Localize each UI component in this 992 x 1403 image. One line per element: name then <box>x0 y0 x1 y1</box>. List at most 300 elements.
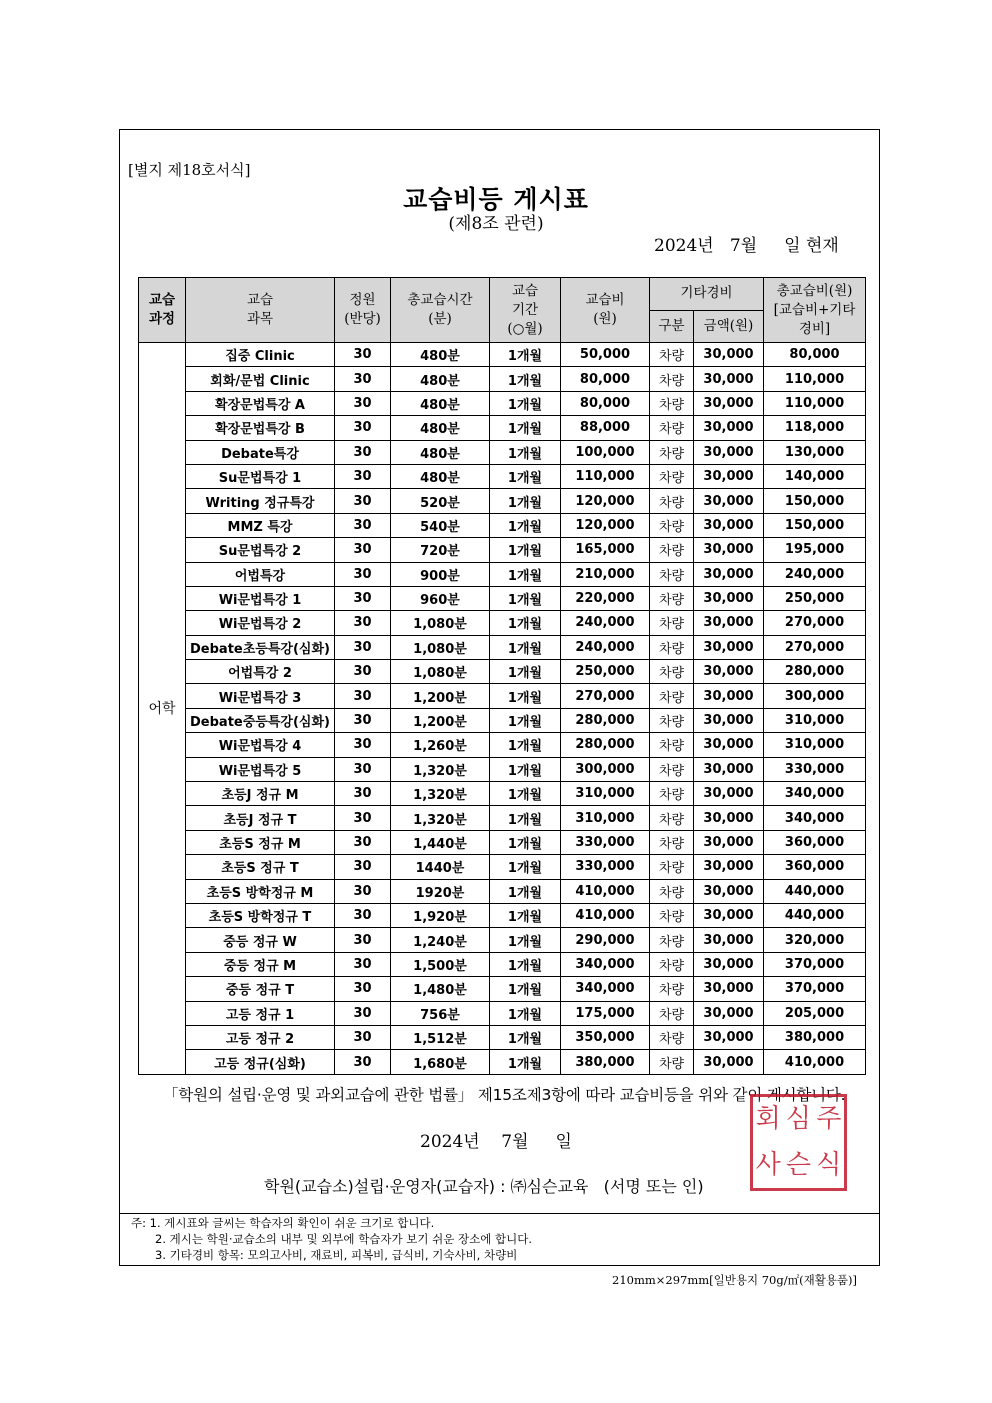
header-total-time: 총교습시간 (분) <box>391 278 490 343</box>
other-amount-cell: 30,000 <box>694 879 764 903</box>
period-cell: 1개월 <box>490 684 561 708</box>
capacity-cell: 30 <box>335 586 391 610</box>
total-fee-cell: 110,000 <box>764 367 866 391</box>
table-row <box>139 660 866 684</box>
table-row <box>139 855 866 879</box>
capacity-cell: 30 <box>335 1050 391 1074</box>
period-cell: 1개월 <box>490 806 561 830</box>
fee-cell: 290,000 <box>561 928 650 952</box>
total-time-cell: 900분 <box>391 562 490 586</box>
header-other-amount: 금액(원) <box>694 310 764 343</box>
subject-cell: 중등 정규 M <box>186 952 335 976</box>
notice-text: 「학원의 설립·운영 및 과외교습에 관한 법률」 제15조제3항에 따라 교습비등을 위와 같이 게시합니다. <box>163 1086 846 1104</box>
fee-cell: 250,000 <box>561 660 650 684</box>
total-fee-cell: 205,000 <box>764 1001 866 1025</box>
total-fee-cell: 130,000 <box>764 440 866 464</box>
table-row <box>139 367 866 391</box>
total-fee-cell: 370,000 <box>764 977 866 1001</box>
total-time-cell: 1,080분 <box>391 635 490 659</box>
total-fee-cell: 80,000 <box>764 343 866 367</box>
total-time-cell: 1,260분 <box>391 733 490 757</box>
total-fee-cell: 150,000 <box>764 489 866 513</box>
capacity-cell: 30 <box>335 538 391 562</box>
subject-cell: 고등 정규 2 <box>186 1025 335 1049</box>
other-amount-cell: 30,000 <box>694 684 764 708</box>
table-row <box>139 733 866 757</box>
fee-cell: 300,000 <box>561 757 650 781</box>
total-time-cell: 1,440분 <box>391 830 490 854</box>
total-time-cell: 1,240분 <box>391 928 490 952</box>
period-cell: 1개월 <box>490 733 561 757</box>
table-row <box>139 1001 866 1025</box>
header-subject: 교습 과목 <box>186 278 335 343</box>
total-time-cell: 756분 <box>391 1001 490 1025</box>
other-type-cell: 차량 <box>650 440 694 464</box>
other-amount-cell: 30,000 <box>694 1025 764 1049</box>
other-type-cell: 차량 <box>650 684 694 708</box>
other-type-cell: 차량 <box>650 806 694 830</box>
subject-cell: 고등 정규 1 <box>186 1001 335 1025</box>
table-row <box>139 952 866 976</box>
fee-cell: 120,000 <box>561 489 650 513</box>
subject-cell: Wi문법특강 2 <box>186 611 335 635</box>
total-fee-cell: 118,000 <box>764 416 866 440</box>
table-row <box>139 684 866 708</box>
table-row <box>139 391 866 415</box>
total-fee-cell: 310,000 <box>764 733 866 757</box>
period-cell: 1개월 <box>490 757 561 781</box>
other-type-cell: 차량 <box>650 464 694 488</box>
header-category: 교습 과정 <box>139 278 186 343</box>
capacity-cell: 30 <box>335 343 391 367</box>
total-fee-cell: 250,000 <box>764 586 866 610</box>
total-time-cell: 720분 <box>391 538 490 562</box>
subject-cell: 어법특강 <box>186 562 335 586</box>
period-cell: 1개월 <box>490 343 561 367</box>
total-time-cell: 1,320분 <box>391 806 490 830</box>
total-fee-cell: 280,000 <box>764 660 866 684</box>
subject-cell: 초등S 정규 M <box>186 830 335 854</box>
table-row <box>139 538 866 562</box>
capacity-cell: 30 <box>335 562 391 586</box>
seal-glyph: 심 <box>785 1104 812 1134</box>
other-type-cell: 차량 <box>650 977 694 1001</box>
table-row <box>139 440 866 464</box>
fee-cell: 175,000 <box>561 1001 650 1025</box>
total-fee-cell: 240,000 <box>764 562 866 586</box>
period-cell: 1개월 <box>490 440 561 464</box>
fee-cell: 340,000 <box>561 952 650 976</box>
other-amount-cell: 30,000 <box>694 660 764 684</box>
total-time-cell: 480분 <box>391 440 490 464</box>
subject-cell: 집중 Clinic <box>186 343 335 367</box>
other-amount-cell: 30,000 <box>694 830 764 854</box>
fee-cell: 280,000 <box>561 733 650 757</box>
subject-cell: 확장문법특강 B <box>186 416 335 440</box>
subject-cell: 초등J 정규 M <box>186 782 335 806</box>
page-title: 교습비등 게시표 <box>403 185 589 214</box>
capacity-cell: 30 <box>335 660 391 684</box>
fee-cell: 80,000 <box>561 367 650 391</box>
capacity-cell: 30 <box>335 513 391 537</box>
subject-cell: Debate초등특강(심화) <box>186 635 335 659</box>
capacity-cell: 30 <box>335 708 391 732</box>
period-cell: 1개월 <box>490 830 561 854</box>
other-amount-cell: 30,000 <box>694 464 764 488</box>
capacity-cell: 30 <box>335 757 391 781</box>
other-amount-cell: 30,000 <box>694 391 764 415</box>
other-type-cell: 차량 <box>650 952 694 976</box>
total-fee-cell: 140,000 <box>764 464 866 488</box>
total-time-cell: 1,512분 <box>391 1025 490 1049</box>
total-fee-cell: 360,000 <box>764 855 866 879</box>
other-type-cell: 차량 <box>650 660 694 684</box>
total-fee-cell: 300,000 <box>764 684 866 708</box>
capacity-cell: 30 <box>335 489 391 513</box>
seal-glyph: 주 <box>816 1104 842 1134</box>
header-other-expenses: 기타경비 <box>650 278 764 311</box>
table-row <box>139 928 866 952</box>
fee-cell: 270,000 <box>561 684 650 708</box>
subject-cell: Debate중등특강(심화) <box>186 708 335 732</box>
fee-cell: 310,000 <box>561 806 650 830</box>
fee-cell: 280,000 <box>561 708 650 732</box>
total-fee-cell: 340,000 <box>764 806 866 830</box>
other-type-cell: 차량 <box>650 489 694 513</box>
operator-signature-line: 학원(교습소)설립·운영자(교습자) : ㈜심슨교육 (서명 또는 인) <box>264 1177 704 1196</box>
fee-cell: 340,000 <box>561 977 650 1001</box>
subject-cell: Wi문법특강 4 <box>186 733 335 757</box>
period-cell: 1개월 <box>490 928 561 952</box>
capacity-cell: 30 <box>335 635 391 659</box>
table-row <box>139 757 866 781</box>
other-type-cell: 차량 <box>650 855 694 879</box>
other-amount-cell: 30,000 <box>694 538 764 562</box>
capacity-cell: 30 <box>335 611 391 635</box>
table-row <box>139 830 866 854</box>
other-type-cell: 차량 <box>650 538 694 562</box>
subject-cell: Wi문법특강 5 <box>186 757 335 781</box>
period-cell: 1개월 <box>490 586 561 610</box>
fee-cell: 380,000 <box>561 1050 650 1074</box>
fee-cell: 88,000 <box>561 416 650 440</box>
subject-cell: 확장문법특강 A <box>186 391 335 415</box>
table-row <box>139 1050 866 1074</box>
table-row <box>139 708 866 732</box>
other-amount-cell: 30,000 <box>694 782 764 806</box>
period-cell: 1개월 <box>490 855 561 879</box>
other-amount-cell: 30,000 <box>694 977 764 1001</box>
total-time-cell: 520분 <box>391 489 490 513</box>
period-cell: 1개월 <box>490 782 561 806</box>
table-row <box>139 586 866 610</box>
table-row <box>139 806 866 830</box>
period-cell: 1개월 <box>490 660 561 684</box>
capacity-cell: 30 <box>335 879 391 903</box>
period-cell: 1개월 <box>490 464 561 488</box>
total-fee-cell: 110,000 <box>764 391 866 415</box>
period-cell: 1개월 <box>490 416 561 440</box>
table-row <box>139 464 866 488</box>
header-period: 교습 기간 (○월) <box>490 278 561 343</box>
period-cell: 1개월 <box>490 903 561 927</box>
table-row <box>139 782 866 806</box>
total-fee-cell: 380,000 <box>764 1025 866 1049</box>
total-fee-cell: 330,000 <box>764 757 866 781</box>
subject-cell: 초등S 방학정규 T <box>186 903 335 927</box>
other-amount-cell: 30,000 <box>694 806 764 830</box>
seal-glyph: 식 <box>816 1149 842 1180</box>
other-amount-cell: 30,000 <box>694 611 764 635</box>
fee-cell: 240,000 <box>561 635 650 659</box>
fee-cell: 240,000 <box>561 611 650 635</box>
total-fee-cell: 270,000 <box>764 611 866 635</box>
other-type-cell: 차량 <box>650 708 694 732</box>
notes-divider <box>119 1213 880 1214</box>
capacity-cell: 30 <box>335 782 391 806</box>
other-amount-cell: 30,000 <box>694 757 764 781</box>
capacity-cell: 30 <box>335 464 391 488</box>
other-type-cell: 차량 <box>650 367 694 391</box>
fee-cell: 330,000 <box>561 855 650 879</box>
table-header-row <box>139 278 866 311</box>
table-row <box>139 489 866 513</box>
other-type-cell: 차량 <box>650 1025 694 1049</box>
category-cell: 어학 <box>139 343 186 1075</box>
capacity-cell: 30 <box>335 855 391 879</box>
seal-glyph: 슨 <box>785 1149 812 1180</box>
subject-cell: Writing 정규특강 <box>186 489 335 513</box>
subject-cell: 초등J 정규 T <box>186 806 335 830</box>
total-time-cell: 1440분 <box>391 855 490 879</box>
subject-cell: Debate특강 <box>186 440 335 464</box>
fee-cell: 410,000 <box>561 903 650 927</box>
table-row <box>139 343 866 367</box>
footnote-1: 주: 1. 게시표와 글씨는 학습자의 확인이 쉬운 크기로 합니다. <box>131 1216 435 1230</box>
official-seal <box>750 1094 847 1191</box>
period-cell: 1개월 <box>490 367 561 391</box>
header-fee: 교습비 (원) <box>561 278 650 343</box>
other-type-cell: 차량 <box>650 635 694 659</box>
other-amount-cell: 30,000 <box>694 952 764 976</box>
period-cell: 1개월 <box>490 635 561 659</box>
other-type-cell: 차량 <box>650 879 694 903</box>
other-type-cell: 차량 <box>650 928 694 952</box>
other-type-cell: 차량 <box>650 903 694 927</box>
period-cell: 1개월 <box>490 879 561 903</box>
other-type-cell: 차량 <box>650 757 694 781</box>
capacity-cell: 30 <box>335 1001 391 1025</box>
other-type-cell: 차량 <box>650 562 694 586</box>
capacity-cell: 30 <box>335 684 391 708</box>
total-fee-cell: 360,000 <box>764 830 866 854</box>
fee-cell: 210,000 <box>561 562 650 586</box>
period-cell: 1개월 <box>490 952 561 976</box>
total-fee-cell: 310,000 <box>764 708 866 732</box>
table-row <box>139 1025 866 1049</box>
other-amount-cell: 30,000 <box>694 1050 764 1074</box>
table-row <box>139 879 866 903</box>
capacity-cell: 30 <box>335 977 391 1001</box>
subject-cell: 중등 정규 W <box>186 928 335 952</box>
other-type-cell: 차량 <box>650 586 694 610</box>
subject-cell: MMZ 특강 <box>186 513 335 537</box>
total-time-cell: 540분 <box>391 513 490 537</box>
other-amount-cell: 30,000 <box>694 489 764 513</box>
total-time-cell: 480분 <box>391 367 490 391</box>
period-cell: 1개월 <box>490 1050 561 1074</box>
fee-table <box>138 277 866 1075</box>
capacity-cell: 30 <box>335 391 391 415</box>
period-cell: 1개월 <box>490 977 561 1001</box>
other-type-cell: 차량 <box>650 830 694 854</box>
other-amount-cell: 30,000 <box>694 586 764 610</box>
other-amount-cell: 30,000 <box>694 733 764 757</box>
other-amount-cell: 30,000 <box>694 416 764 440</box>
total-fee-cell: 270,000 <box>764 635 866 659</box>
other-amount-cell: 30,000 <box>694 562 764 586</box>
header-capacity: 정원 (반당) <box>335 278 391 343</box>
table-row <box>139 562 866 586</box>
other-type-cell: 차량 <box>650 733 694 757</box>
total-fee-cell: 440,000 <box>764 903 866 927</box>
period-cell: 1개월 <box>490 513 561 537</box>
form-label: [별지 제18호서식] <box>128 161 251 179</box>
total-fee-cell: 150,000 <box>764 513 866 537</box>
total-time-cell: 480분 <box>391 416 490 440</box>
table-row <box>139 977 866 1001</box>
footnotes <box>131 1215 532 1263</box>
fee-cell: 110,000 <box>561 464 650 488</box>
other-amount-cell: 30,000 <box>694 440 764 464</box>
other-type-cell: 차량 <box>650 782 694 806</box>
period-cell: 1개월 <box>490 562 561 586</box>
other-type-cell: 차량 <box>650 513 694 537</box>
other-type-cell: 차량 <box>650 416 694 440</box>
fee-cell: 165,000 <box>561 538 650 562</box>
total-time-cell: 480분 <box>391 391 490 415</box>
total-fee-cell: 320,000 <box>764 928 866 952</box>
table-row <box>139 416 866 440</box>
as-of-date: 2024년 7월 일 현재 <box>654 236 839 256</box>
seal-glyph: 회 <box>755 1104 781 1134</box>
subject-cell: Wi문법특강 3 <box>186 684 335 708</box>
sign-date: 2024년 7월 일 <box>420 1132 572 1152</box>
subject-cell: 회화/문법 Clinic <box>186 367 335 391</box>
subject-cell: 고등 정규(심화) <box>186 1050 335 1074</box>
other-type-cell: 차량 <box>650 611 694 635</box>
other-amount-cell: 30,000 <box>694 903 764 927</box>
total-time-cell: 1,200분 <box>391 708 490 732</box>
other-type-cell: 차량 <box>650 1050 694 1074</box>
period-cell: 1개월 <box>490 391 561 415</box>
total-time-cell: 1,480분 <box>391 977 490 1001</box>
capacity-cell: 30 <box>335 806 391 830</box>
fee-cell: 120,000 <box>561 513 650 537</box>
other-amount-cell: 30,000 <box>694 343 764 367</box>
capacity-cell: 30 <box>335 903 391 927</box>
other-amount-cell: 30,000 <box>694 367 764 391</box>
period-cell: 1개월 <box>490 1001 561 1025</box>
footnote-2: 2. 게시는 학원·교습소의 내부 및 외부에 학습자가 보기 쉬운 장소에 합니다. <box>155 1232 532 1246</box>
other-amount-cell: 30,000 <box>694 855 764 879</box>
total-time-cell: 1,320분 <box>391 757 490 781</box>
total-fee-cell: 410,000 <box>764 1050 866 1074</box>
subject-cell: Su문법특강 1 <box>186 464 335 488</box>
other-amount-cell: 30,000 <box>694 513 764 537</box>
subject-cell: 어법특강 2 <box>186 660 335 684</box>
paper-spec: 210mm×297mm[일반용지 70g/㎡(재활용품)] <box>612 1273 857 1287</box>
fee-cell: 310,000 <box>561 782 650 806</box>
table-row <box>139 611 866 635</box>
total-time-cell: 1920분 <box>391 879 490 903</box>
total-time-cell: 1,080분 <box>391 660 490 684</box>
other-type-cell: 차량 <box>650 1001 694 1025</box>
seal-glyph: 사 <box>755 1149 781 1180</box>
capacity-cell: 30 <box>335 928 391 952</box>
period-cell: 1개월 <box>490 708 561 732</box>
other-amount-cell: 30,000 <box>694 635 764 659</box>
total-time-cell: 1,320분 <box>391 782 490 806</box>
period-cell: 1개월 <box>490 538 561 562</box>
total-time-cell: 1,080분 <box>391 611 490 635</box>
subject-cell: 중등 정규 T <box>186 977 335 1001</box>
other-type-cell: 차량 <box>650 391 694 415</box>
other-type-cell: 차량 <box>650 343 694 367</box>
table-row <box>139 903 866 927</box>
subject-cell: Wi문법특강 1 <box>186 586 335 610</box>
footnote-3: 3. 기타경비 항목: 모의고사비, 재료비, 피복비, 급식비, 기숙사비, 차량비 <box>155 1248 518 1262</box>
total-fee-cell: 195,000 <box>764 538 866 562</box>
fee-cell: 100,000 <box>561 440 650 464</box>
period-cell: 1개월 <box>490 611 561 635</box>
total-fee-cell: 340,000 <box>764 782 866 806</box>
total-time-cell: 1,500분 <box>391 952 490 976</box>
page-subtitle: (제8조 관련) <box>448 214 544 234</box>
total-time-cell: 1,680분 <box>391 1050 490 1074</box>
table-row <box>139 513 866 537</box>
fee-cell: 50,000 <box>561 343 650 367</box>
subject-cell: Su문법특강 2 <box>186 538 335 562</box>
total-time-cell: 480분 <box>391 464 490 488</box>
period-cell: 1개월 <box>490 489 561 513</box>
capacity-cell: 30 <box>335 1025 391 1049</box>
total-fee-cell: 440,000 <box>764 879 866 903</box>
other-amount-cell: 30,000 <box>694 708 764 732</box>
subject-cell: 초등S 방학정규 M <box>186 879 335 903</box>
fee-cell: 410,000 <box>561 879 650 903</box>
capacity-cell: 30 <box>335 367 391 391</box>
capacity-cell: 30 <box>335 952 391 976</box>
fee-cell: 80,000 <box>561 391 650 415</box>
total-time-cell: 480분 <box>391 343 490 367</box>
total-fee-cell: 370,000 <box>764 952 866 976</box>
fee-cell: 350,000 <box>561 1025 650 1049</box>
header-total-fee: 총교습비(원) [교습비+기타 경비] <box>764 278 866 343</box>
subject-cell: 초등S 정규 T <box>186 855 335 879</box>
total-time-cell: 1,200분 <box>391 684 490 708</box>
total-time-cell: 1,920분 <box>391 903 490 927</box>
total-time-cell: 960분 <box>391 586 490 610</box>
other-amount-cell: 30,000 <box>694 928 764 952</box>
capacity-cell: 30 <box>335 416 391 440</box>
header-other-type: 구분 <box>650 310 694 343</box>
fee-cell: 330,000 <box>561 830 650 854</box>
table-row <box>139 635 866 659</box>
period-cell: 1개월 <box>490 1025 561 1049</box>
capacity-cell: 30 <box>335 440 391 464</box>
capacity-cell: 30 <box>335 733 391 757</box>
